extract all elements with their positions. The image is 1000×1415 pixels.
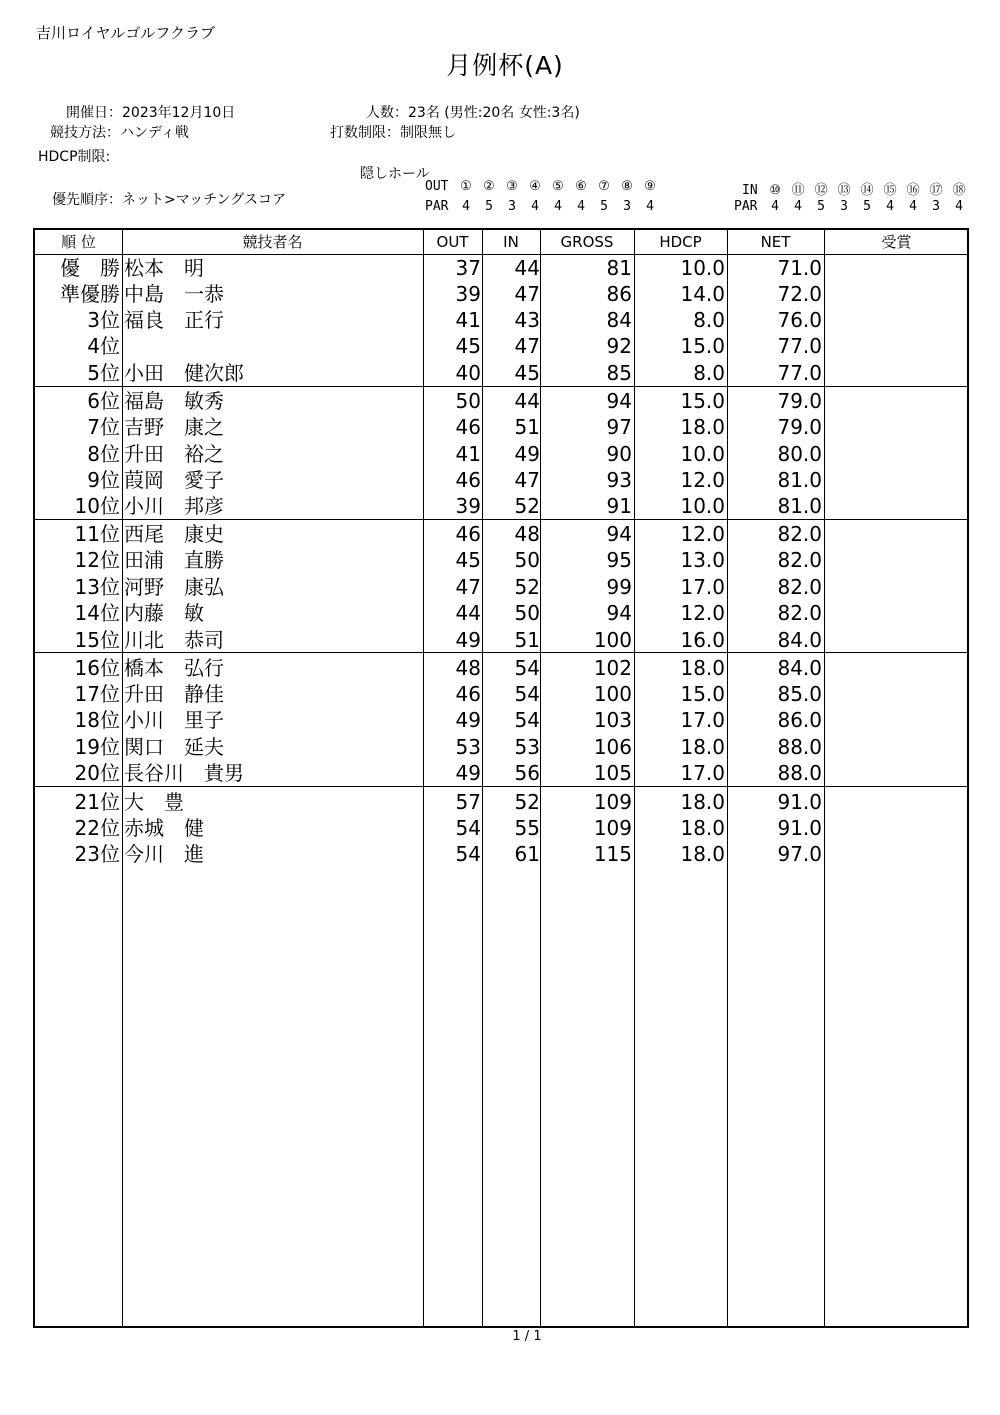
hole-number: ⑯: [906, 183, 920, 198]
player-name-cell: 松本 明: [124, 256, 204, 280]
out-score-cell: 46: [455, 522, 481, 546]
gross-cell: 85: [606, 361, 632, 385]
out-score-cell: 46: [455, 415, 481, 439]
rank-cell: 23位: [74, 842, 120, 866]
gross-cell: 90: [606, 442, 632, 466]
rank-cell: 21位: [74, 790, 120, 814]
gross-cell: 105: [593, 761, 632, 785]
player-name-cell: 大 豊: [124, 790, 184, 814]
method-label: 競技方法：: [50, 125, 120, 141]
hole-number: ②: [483, 179, 495, 194]
col-header-net: NET: [760, 233, 791, 251]
net-cell: 84.0: [777, 628, 822, 652]
hole-number: ⑧: [621, 179, 633, 194]
rank-cell: 15位: [74, 628, 120, 652]
rank-cell: 5位: [87, 361, 120, 385]
net-cell: 82.0: [777, 522, 822, 546]
player-name-cell: 赤城 健: [124, 816, 204, 840]
stroke-limit-info: [330, 122, 456, 142]
gross-cell: 115: [593, 842, 632, 866]
table-row: [35, 627, 967, 653]
hdcp-cell: 10.0: [680, 442, 725, 466]
hdcp-cell: 17.0: [680, 575, 725, 599]
hole-number: ⑨: [644, 179, 656, 194]
rank-cell: 3位: [87, 308, 120, 332]
player-name-cell: 田浦 直勝: [124, 548, 224, 572]
group-divider: [35, 519, 967, 520]
gross-cell: 103: [593, 708, 632, 732]
in-score-cell: 56: [514, 761, 540, 785]
table-row: [35, 521, 967, 547]
hole-number: ⑦: [598, 179, 610, 194]
hole-number: ⑪: [791, 183, 805, 198]
rank-cell: 9位: [87, 468, 120, 492]
in-score-cell: 52: [514, 494, 540, 518]
hdcp-cell: 15.0: [680, 389, 725, 413]
out-score-cell: 37: [455, 256, 481, 280]
table-row: [35, 441, 967, 467]
gross-cell: 100: [593, 682, 632, 706]
rank-cell: 12位: [74, 548, 120, 572]
player-name-cell: 今川 進: [124, 842, 204, 866]
par-value: 4: [909, 199, 917, 214]
rank-cell: 17位: [74, 682, 120, 706]
hdcp-cell: 10.0: [680, 256, 725, 280]
table-row: [35, 574, 967, 600]
net-cell: 80.0: [777, 442, 822, 466]
gross-cell: 95: [606, 548, 632, 572]
out-hole-numbers: [425, 179, 661, 194]
table-row: [35, 281, 967, 307]
in-score-cell: 50: [514, 601, 540, 625]
out-score-cell: 46: [455, 468, 481, 492]
out-score-cell: 46: [455, 682, 481, 706]
table-row: [35, 307, 967, 333]
par-value: 4: [955, 199, 963, 214]
in-score-cell: 61: [514, 842, 540, 866]
in-score-cell: 53: [514, 735, 540, 759]
in-score-cell: 52: [514, 790, 540, 814]
results-table: [33, 228, 969, 1328]
out-score-cell: 49: [455, 628, 481, 652]
out-score-cell: 39: [455, 282, 481, 306]
rank-cell: 10位: [74, 494, 120, 518]
club-name: 吉川ロイヤルゴルフクラブ: [36, 24, 215, 42]
table-row: [35, 681, 967, 707]
gross-cell: 100: [593, 628, 632, 652]
net-cell: 84.0: [777, 656, 822, 680]
hole-number: ⑭: [860, 183, 874, 198]
in-score-cell: 52: [514, 575, 540, 599]
hdcp-cell: 18.0: [680, 656, 725, 680]
par-value: 5: [863, 199, 871, 214]
group-divider: [35, 386, 967, 387]
gross-cell: 99: [606, 575, 632, 599]
out-label: OUT: [425, 179, 449, 194]
par-value: 4: [531, 199, 539, 214]
player-name-cell: 長谷川 貴男: [124, 761, 244, 785]
hdcp-cell: 14.0: [680, 282, 725, 306]
par-value: 5: [817, 199, 825, 214]
page-number: 1 / 1: [512, 1329, 542, 1344]
hole-number: ⑥: [575, 179, 587, 194]
in-hole-numbers: [742, 179, 971, 198]
col-header-name: 競技者名: [242, 233, 303, 251]
table-row: [35, 493, 967, 519]
hdcp-cell: 17.0: [680, 708, 725, 732]
people-info: [366, 102, 580, 122]
in-label: IN: [742, 183, 758, 198]
out-score-cell: 39: [455, 494, 481, 518]
net-cell: 82.0: [777, 601, 822, 625]
in-score-cell: 49: [514, 442, 540, 466]
rank-cell: 13位: [74, 575, 120, 599]
rank-cell: 14位: [74, 601, 120, 625]
in-score-cell: 48: [514, 522, 540, 546]
out-score-cell: 45: [455, 548, 481, 572]
hole-number: ④: [529, 179, 541, 194]
hdcp-cell: 13.0: [680, 548, 725, 572]
col-header-award: 受賞: [881, 233, 912, 251]
in-score-cell: 50: [514, 548, 540, 572]
table-row: [35, 760, 967, 786]
gross-cell: 91: [606, 494, 632, 518]
net-cell: 97.0: [777, 842, 822, 866]
table-row: [35, 333, 967, 359]
in-score-cell: 54: [514, 708, 540, 732]
in-score-cell: 51: [514, 415, 540, 439]
par-value: 5: [485, 199, 493, 214]
hole-number: ⑬: [837, 183, 851, 198]
net-cell: 91.0: [777, 790, 822, 814]
hdcp-cell: 15.0: [680, 334, 725, 358]
date-info: [66, 102, 235, 122]
hdcp-cell: 8.0: [693, 308, 725, 332]
net-cell: 71.0: [777, 256, 822, 280]
player-name-cell: 川北 恭司: [124, 628, 224, 652]
table-row: [35, 388, 967, 414]
par-value: 5: [600, 199, 608, 214]
group-divider: [35, 786, 967, 787]
gross-cell: 109: [593, 816, 632, 840]
par-value: 4: [646, 199, 654, 214]
date-label: 開催日：: [66, 105, 122, 121]
player-name-cell: 葭岡 愛子: [124, 468, 224, 492]
hole-number: ⑰: [929, 183, 943, 198]
in-score-cell: 43: [514, 308, 540, 332]
table-row: [35, 841, 967, 867]
hole-number: ③: [506, 179, 518, 194]
in-score-cell: 55: [514, 816, 540, 840]
gross-cell: 81: [606, 256, 632, 280]
par-value: 3: [623, 199, 631, 214]
out-score-cell: 47: [455, 575, 481, 599]
rank-cell: 11位: [74, 522, 120, 546]
hdcp-cell: 12.0: [680, 522, 725, 546]
hdcp-cell: 18.0: [680, 816, 725, 840]
net-cell: 79.0: [777, 415, 822, 439]
people-value: 23名 (男性:20名 女性:3名): [408, 105, 580, 121]
table-row: [35, 789, 967, 815]
out-score-cell: 45: [455, 334, 481, 358]
in-par-row: [734, 199, 970, 214]
player-name-cell: 中島 一恭: [124, 282, 224, 306]
hole-number: ⑫: [814, 183, 828, 198]
table-row: [35, 467, 967, 493]
table-row: [35, 414, 967, 440]
hdcp-cell: 15.0: [680, 682, 725, 706]
in-score-cell: 47: [514, 282, 540, 306]
out-score-cell: 50: [455, 389, 481, 413]
out-score-cell: 48: [455, 656, 481, 680]
out-score-cell: 41: [455, 442, 481, 466]
col-header-hdcp: HDCP: [659, 233, 702, 251]
player-name-cell: 福良 正行: [124, 308, 224, 332]
player-name-cell: 吉野 康之: [124, 415, 224, 439]
col-header-in: IN: [503, 233, 519, 251]
gross-cell: 94: [606, 601, 632, 625]
priority-info: [52, 189, 286, 209]
hdcp-cell: 12.0: [680, 601, 725, 625]
col-header-rank: 順 位: [61, 233, 96, 251]
gross-cell: 106: [593, 735, 632, 759]
hdcp-cell: 12.0: [680, 468, 725, 492]
hole-number: ⑩: [769, 183, 781, 198]
col-header-out: OUT: [436, 233, 469, 251]
priority-value: ネット>マッチングスコア: [122, 192, 287, 208]
gross-cell: 94: [606, 389, 632, 413]
in-score-cell: 47: [514, 468, 540, 492]
player-name-cell: 小川 邦彦: [124, 494, 224, 518]
col-header-gross: GROSS: [560, 233, 614, 251]
net-cell: 72.0: [777, 282, 822, 306]
table-row: [35, 707, 967, 733]
rank-cell: 8位: [87, 442, 120, 466]
in-score-cell: 51: [514, 628, 540, 652]
hidden-holes-label: 隠しホール: [360, 166, 430, 182]
player-name-cell: 升田 裕之: [124, 442, 224, 466]
net-cell: 85.0: [777, 682, 822, 706]
gross-cell: 84: [606, 308, 632, 332]
table-row: [35, 547, 967, 573]
hdcp-cell: 10.0: [680, 494, 725, 518]
gross-cell: 86: [606, 282, 632, 306]
out-score-cell: 57: [455, 790, 481, 814]
player-name-cell: 河野 康弘: [124, 575, 224, 599]
net-cell: 79.0: [777, 389, 822, 413]
par-value: 4: [462, 199, 470, 214]
net-cell: 88.0: [777, 761, 822, 785]
rank-cell: 18位: [74, 708, 120, 732]
rank-cell: 19位: [74, 735, 120, 759]
rank-cell: 16位: [74, 656, 120, 680]
net-cell: 77.0: [777, 334, 822, 358]
gross-cell: 94: [606, 522, 632, 546]
hole-number: ⑱: [952, 183, 966, 198]
hdcp-cell: 16.0: [680, 628, 725, 652]
hdcp-cell: 18.0: [680, 415, 725, 439]
table-row: [35, 360, 967, 386]
net-cell: 82.0: [777, 575, 822, 599]
stroke-label: 打数制限：: [330, 125, 400, 141]
out-score-cell: 40: [455, 361, 481, 385]
rank-cell: 20位: [74, 761, 120, 785]
gross-cell: 109: [593, 790, 632, 814]
table-row: [35, 600, 967, 626]
player-name-cell: 関口 延夫: [124, 735, 224, 759]
rank-cell: 4位: [87, 334, 120, 358]
hdcp-cell: 17.0: [680, 761, 725, 785]
rank-cell: 準優勝: [60, 282, 120, 306]
table-row: [35, 734, 967, 760]
in-score-cell: 47: [514, 334, 540, 358]
hole-number: ①: [460, 179, 472, 194]
out-score-cell: 49: [455, 708, 481, 732]
par-value: 4: [886, 199, 894, 214]
player-name-cell: 内藤 敏: [124, 601, 204, 625]
out-score-cell: 54: [455, 842, 481, 866]
rank-cell: 7位: [87, 415, 120, 439]
table-row: [35, 655, 967, 681]
par-value: 4: [577, 199, 585, 214]
table-row: [35, 255, 967, 281]
out-par-row: [425, 199, 661, 214]
gross-cell: 92: [606, 334, 632, 358]
hdcp-cell: 18.0: [680, 735, 725, 759]
net-cell: 82.0: [777, 548, 822, 572]
page-title: 月例杯(A): [446, 51, 564, 80]
out-score-cell: 49: [455, 761, 481, 785]
hdcp-cell: 8.0: [693, 361, 725, 385]
par-value: 4: [794, 199, 802, 214]
gross-cell: 102: [593, 656, 632, 680]
out-score-cell: 44: [455, 601, 481, 625]
stroke-value: 制限無し: [400, 125, 456, 141]
in-score-cell: 54: [514, 656, 540, 680]
net-cell: 81.0: [777, 494, 822, 518]
rank-cell: 22位: [74, 816, 120, 840]
priority-label: 優先順序：: [52, 192, 122, 208]
par-label: PAR: [425, 199, 449, 214]
player-name-cell: 升田 静佳: [124, 682, 224, 706]
net-cell: 88.0: [777, 735, 822, 759]
par-label: PAR: [734, 199, 758, 214]
gross-cell: 97: [606, 415, 632, 439]
people-label: 人数：: [366, 105, 408, 121]
par-value: 4: [554, 199, 562, 214]
player-name-cell: 小田 健次郎: [124, 361, 244, 385]
player-name-cell: 西尾 康史: [124, 522, 224, 546]
gross-cell: 93: [606, 468, 632, 492]
par-value: 3: [932, 199, 940, 214]
rank-cell: 優 勝: [60, 256, 120, 280]
net-cell: 76.0: [777, 308, 822, 332]
in-score-cell: 54: [514, 682, 540, 706]
player-name-cell: 橋本 弘行: [124, 656, 224, 680]
rank-cell: 6位: [87, 389, 120, 413]
net-cell: 86.0: [777, 708, 822, 732]
hole-number: ⑤: [552, 179, 564, 194]
net-cell: 77.0: [777, 361, 822, 385]
hole-number: ⑮: [883, 183, 897, 198]
table-row: [35, 815, 967, 841]
in-score-cell: 45: [514, 361, 540, 385]
method-info: [50, 122, 189, 142]
player-name-cell: 福島 敏秀: [124, 389, 224, 413]
net-cell: 91.0: [777, 816, 822, 840]
par-value: 3: [508, 199, 516, 214]
par-value: 3: [840, 199, 848, 214]
out-score-cell: 53: [455, 735, 481, 759]
in-score-cell: 44: [514, 389, 540, 413]
player-name-cell: 小川 里子: [124, 708, 224, 732]
date-value: 2023年12月10日: [122, 105, 236, 121]
out-score-cell: 41: [455, 308, 481, 332]
method-value: ハンディ戦: [120, 125, 189, 141]
hdcp-cell: 18.0: [680, 790, 725, 814]
par-value: 4: [771, 199, 779, 214]
net-cell: 81.0: [777, 468, 822, 492]
hdcp-cell: 18.0: [680, 842, 725, 866]
in-score-cell: 44: [514, 256, 540, 280]
hdcp-limit-label: HDCP制限:: [38, 149, 111, 165]
out-score-cell: 54: [455, 816, 481, 840]
